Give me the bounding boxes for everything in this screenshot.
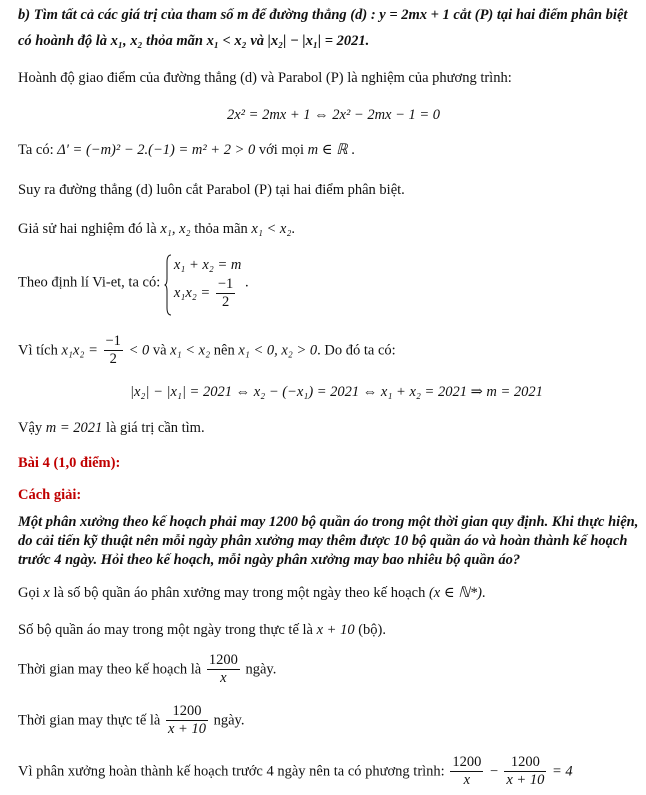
- vieta-sum: x₁ + x₂ = m: [173, 257, 242, 273]
- solution-para-3: Suy ra đường thẳng (d) luôn cắt Parabol (P) tại hai điểm phân biệt.: [18, 182, 405, 198]
- bai4-step-4: Thời gian may thực tế là $\frac{1200}{x + 10}$ ngày.: [18, 703, 245, 737]
- equation-2: |x₂| − |x₁| = 2021 ⇔ x₂ − (−x₁) = 2021 ⇔ x₁ + x₂ = 2021 ⇒ m = 2021: [130, 384, 543, 400]
- cach-giai-heading: Cách giải:: [18, 487, 82, 503]
- equation-1: 2x² = 2mx + 1 ⇔ 2x² − 2mx − 1 = 0: [227, 107, 441, 123]
- solution-para-2: Ta có: Δ′ = (−m)² − 2.(−1) = m² + 2 > 0 với mọi m ∈ ℝ .: [18, 142, 355, 158]
- brace-icon: [164, 254, 172, 316]
- problem-b-line2: có hoành độ là x₁, x₂ thỏa mãn x₁ < x₂ và |x₂| − |x₁| = 2021.: [18, 33, 370, 49]
- vieta-system: [164, 254, 242, 311]
- vieta-line: Theo định lí Vi-et, ta có: x₁ + x₂ = m x₁x₂ = $\frac{-1}{2}$ .: [18, 254, 249, 311]
- solution-para-6: Vì tích x₁x₂ = $\frac{-1}{2}$ < 0 và x₁ < x₂ nên x₁ < 0, x₂ > 0. Do đó ta có:: [18, 333, 396, 367]
- bai4-step-2: Số bộ quần áo may trong một ngày trong thực tế là x + 10 (bộ).: [18, 622, 387, 638]
- vieta-product: x₁x₂ = $\frac{-1}{2}$: [173, 276, 234, 310]
- solution-conclusion: Vậy m = 2021 là giá trị cần tìm.: [18, 420, 205, 436]
- bai4-question-line2: do cải tiến kỹ thuật nên mỗi ngày phân xưởng may thêm được 10 bộ quần áo và hoàn thành kế hoạch: [18, 533, 628, 549]
- solution-para-1: Hoành độ giao điểm của đường thẳng (d) và Parabol (P) là nghiệm của phương trình:: [18, 70, 512, 86]
- bai4-question-line3: trước 4 ngày. Hỏi theo kế hoạch, mỗi ngày phân xưởng may bao nhiêu bộ quần áo?: [18, 552, 521, 568]
- bai4-title: Bài 4 (1,0 điểm):: [18, 455, 121, 471]
- bai4-question-line1: Một phân xưởng theo kế hoạch phải may 1200 bộ quần áo trong một thời gian quy định. Khi thực hiện,: [18, 514, 639, 530]
- bai4-step-3: Thời gian may theo kế hoạch là $\frac{1200}{x}$ ngày.: [18, 652, 277, 686]
- bai4-step-1: Gọi x là số bộ quần áo phân xưởng may trong một ngày theo kế hoạch (x ∈ ℕ*).: [18, 585, 486, 601]
- bai4-step-5: Vì phân xưởng hoàn thành kế hoạch trước 4 ngày nên ta có phương trình: $\frac{1200}{x}$ − $\frac{1200}{x + 10}$ = 4: [18, 754, 573, 788]
- problem-b-line1: b) Tìm tất cả các giá trị của tham số m để đường thẳng (d) : y = 2mx + 1 cắt (P) tại hai điểm phân biệt: [18, 7, 628, 23]
- solution-para-4: Giả sử hai nghiệm đó là x₁, x₂ thỏa mãn x₁ < x₂.: [18, 221, 296, 237]
